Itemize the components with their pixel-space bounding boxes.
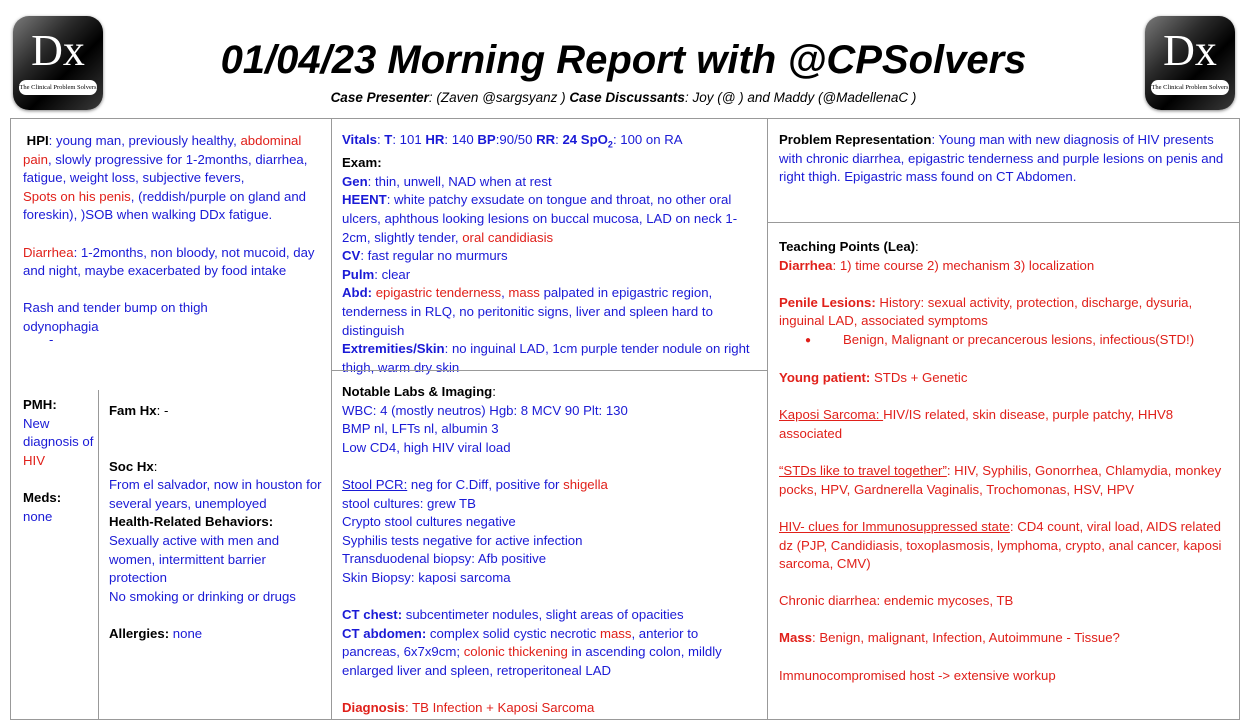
soc-text: From el salvador, now in houston for several years, unemployed	[109, 477, 322, 511]
logo-text: Dx	[31, 26, 85, 75]
labs-section: Notable Labs & Imaging: WBC: 4 (mostly neutros) Hgb: 8 MCV 90 Plt: 130 BMP nl, LFTs nl, albumin 3 Low CD4, high HIV viral load Stool PCR: neg for C.Diff, positive for shigella stool cultures: grew TB Crypto stool cultures negative Syphilis tests negative for active infection Transduodenal biopsy: Afb positive Skin Biopsy: kaposi sarcoma CT chest: subcentimeter nodules, slight areas of opacities CT abdomen: complex solid cystic necrotic mass, anterior to pancreas, 6x7x9cm; colonic thickening in ascending colon, mildly enlarged liver and spleen, retroperitoneal LAD Diagnosis: TB Infection + Kaposi Sarcoma	[331, 370, 768, 720]
allergies-label: Allergies	[109, 625, 165, 641]
problem-label: Problem Representation	[779, 132, 932, 147]
odynophagia-text: odynophagia	[23, 318, 99, 334]
hpi-section: HPI: young man, previously healthy, abdominal pain, slowly progressive for 1-2months, diarrhea, fatigue, weight loss, subjective fevers, Spots on his penis, (reddish/purple on gland and foreskin), )SOB when walking DDx fatigue. Diarrhea: 1-2months, non bloody, not mucoid, day and night, maybe exacerbated by food intake Rash and tender bump on thigh odynophagia -	[10, 118, 332, 390]
pmh-label: PMH	[23, 397, 53, 412]
abdominal-pain: abdominal pain	[23, 133, 302, 167]
hpi-dash: -	[49, 331, 54, 347]
logo-caption: The Clinical Problem Solvers	[1151, 80, 1229, 95]
soc-label: Soc Hx	[109, 458, 154, 474]
stool-pcr-label: Stool PCR:	[342, 476, 408, 492]
presenter-value: : (Zaven @sargsyanz )	[428, 90, 570, 105]
labs-label: Notable Labs & Imaging	[342, 384, 493, 399]
logo-right	[1145, 16, 1235, 110]
hrb-label: Health-Related Behaviors	[109, 514, 269, 530]
vitals-exam-section: Vitals: T: 101 HR: 140 BP:90/50 RR: 24 SpO$_2$: 100 on RA Exam: Gen: thin, unwell, NAD when at rest HEENT: white patchy exsudate on tongue and throat, no other oral ulcers, aphthous looking lesions on buccal mucosa, LAD on neck 1-2cm, slightly tender, oral candidiasis CV: fast regular no murmurs Pulm: clear Abd: epigastric tenderness, mass palpated in epigastric region, tenderness in RLQ, no peritonitic signs, liver and spleen hard to distinguish Extremities/Skin: no inguinal LAD, 1cm purple tender nodule on right thigh, warm dry skin	[331, 118, 768, 371]
vitals-label: Vitals	[342, 132, 377, 147]
discussants-value: : Joy (@ ) and Maddy (@MadellenaC )	[684, 90, 917, 105]
page-title: 01/04/23 Morning Report with @CPSolvers	[220, 38, 1027, 82]
bullet-icon: ●	[805, 334, 812, 346]
discussants-label: Case Discussants	[569, 90, 685, 105]
page-subtitle	[110, 89, 1137, 107]
diagnosis-label: Diagnosis	[342, 700, 406, 716]
fam-label: Fam Hx	[109, 403, 157, 418]
problem-representation-section: Problem Representation: Young man with new diagnosis of HIV presents with chronic diarrhea, epigastric tenderness and purple lesions on penis and right thigh. Epigastric mass found on CT Abdomen.	[767, 118, 1240, 223]
allergies-value: none	[172, 625, 203, 641]
exam-label: Exam	[342, 155, 378, 171]
teaching-label: Teaching Points (Lea)	[779, 239, 916, 254]
meds-value: none	[23, 508, 53, 524]
hrb-text: Sexually active with men and women, intermittent barrier protection	[109, 532, 280, 586]
presenter-label: Case Presenter	[330, 90, 429, 105]
hiv-text: HIV	[23, 452, 45, 468]
hpi-label: HPI	[26, 133, 49, 148]
rash-text: Rash and tender bump on thigh	[23, 300, 208, 316]
teaching-points-section: Teaching Points (Lea): Diarrhea: 1) time course 2) mechanism 3) localization Penile Lesions: History: sexual activity, protection, discharge, dysuria, inguinal LAD, associated symptoms ● Benign, Malignant or precancerous lesions, infectious(STD!) Young patient: STDs + Genetic Kaposi Sarcoma: HIV/IS related, skin disease, purple patchy, HHV8 associated “STDs like to travel together”: HIV, Syphilis, Gonorrhea, Chlamydia, monkey pocks, HPV, Gardnerella Vaginalis, Trochomonas, HSV, HPV HIV- clues for Immunosuppressed state: CD4 count, viral load, AIDS related dz (PJP, Candidiasis, toxoplasmosis, lymphoma, crypto, anal cancer, kaposi sarcoma, CMV) Chronic diarrhea: endemic mycoses, TB Mass: Benign, malignant, Infection, Autoimmune - Tissue? Immunocompromised host -> extensive workup	[767, 222, 1240, 720]
meds-label: Meds	[23, 489, 57, 505]
penis-spots: Spots on his penis	[23, 188, 131, 204]
diarrhea-label: Diarrhea	[23, 244, 74, 260]
logo-caption: The Clinical Problem Solvers	[19, 80, 97, 95]
pmh-section: PMH: New diagnosis of HIV Meds: none	[10, 390, 99, 720]
social-section: Fam Hx: - Soc Hx: From el salvador, now in houston for several years, unemployed Health-Related Behaviors: Sexually active with men and women, intermittent barrier protection No smoking or drinking or drugs Allergies: none	[98, 390, 332, 720]
logo-text: Dx	[1163, 26, 1217, 75]
hrb-text2: No smoking or drinking or drugs	[109, 588, 296, 604]
logo-left	[13, 16, 103, 110]
